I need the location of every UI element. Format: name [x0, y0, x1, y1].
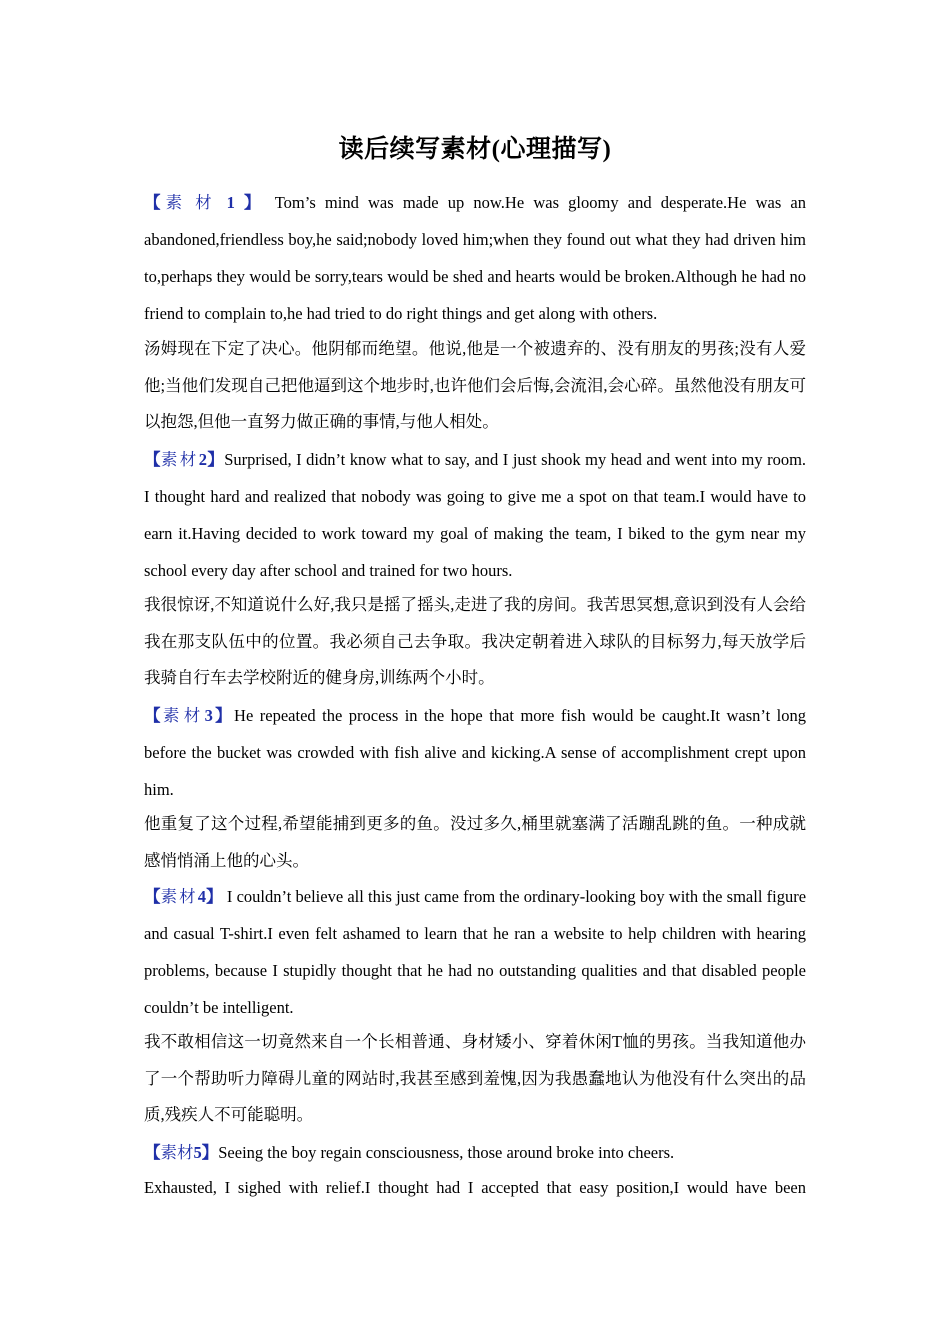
material-4-chinese: 我不敢相信这一切竟然来自一个长相普通、身材矮小、穿着休闲T恤的男孩。当我知道他办了一个帮助听力障碍儿童的网站时,我甚至感到羞愧,因为我愚蠢地认为他没有什么突出的品质,残疾人不可能聪明。	[144, 1032, 806, 1124]
material-5-english: 【素材5】Seeing the boy regain consciousness, those around broke into cheers.	[144, 1143, 675, 1162]
material-2-english: 【素材2】Surprised, I didn’t know what to say, and I just shook my head and went into my room. I thought hard and realized that nobody was going to give me a spot on that team.I would have to earn it.Having decided to work toward my goal of making the team, I biked to the gym near my school every day after school and trained for two hours.	[144, 450, 807, 580]
material-1-label: 【素材 1 】	[144, 193, 266, 212]
material-2-label: 【素材2】	[144, 450, 225, 469]
material-3-chinese: 他重复了这个过程,希望能捕到更多的鱼。没过多久,桶里就塞满了活蹦乱跳的鱼。一种成就感悄悄涌上他的心头。	[144, 814, 806, 870]
material-1-chinese: 汤姆现在下定了决心。他阴郁而绝望。他说,他是一个被遗弃的、没有朋友的男孩;没有人爱他;当他们发现自己把他逼到这个地步时,也许他们会后悔,会流泪,会心碎。虽然他没有朋友可以抱怨,但他一直努力做正确的事情,与他人相处。	[144, 339, 806, 431]
material-3-english: 【素材3】He repeated the process in the hope that more fish would be caught.It wasn’t long before the bucket was crowded with fish alive and kicking.A sense of accomplishment crept upon him.	[144, 706, 807, 799]
material-2-chinese: 我很惊讶,不知道说什么好,我只是摇了摇头,走进了我的房间。我苦思冥想,意识到没有人会给我在那支队伍中的位置。我必须自己去争取。我决定朝着进入球队的目标努力,每天放学后我骑自行车去学校附近的健身房,训练两个小时。	[144, 595, 806, 687]
material-4-english: 【素材4】 I couldn’t believe all this just came from the ordinary-looking boy with the small figure and casual T-shirt.I even felt ashamed to learn that he ran a website to help children with hearing problems, because I stupidly thought that he had no outstanding qualities and that disabled people couldn’t be intelligent.	[144, 887, 807, 1017]
material-5-label: 【素材5】	[144, 1143, 219, 1162]
material-1-english: 【素材 1 】 Tom’s mind was made up now.He was gloomy and desperate.He was an abandoned,friendless boy,he said;nobody loved him;when they found out what they had driven him to,perhaps they would be sorry,tears would be shed and hearts would be broken.Although he had no friend to complain to,he had tried to do right things and get along with others.	[144, 193, 807, 323]
material-4-label: 【素材4】	[144, 887, 223, 906]
trailing-paragraph: Exhausted, I sighed with relief.I thought had I accepted that easy position,I would have been	[144, 1178, 806, 1197]
page-title: 读后续写素材(心理描写)	[338, 136, 612, 163]
material-3-label: 【素材3】	[144, 706, 235, 725]
